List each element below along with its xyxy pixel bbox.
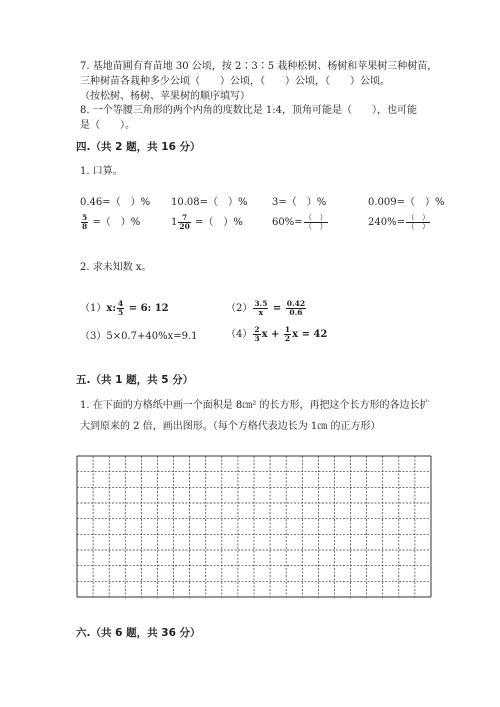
frac-den: 20 — [179, 222, 190, 231]
frac-num: （ ） — [304, 213, 328, 222]
eq2-equals: = — [269, 303, 285, 314]
calc-r2c3-pre: 60%= — [272, 217, 303, 228]
equation-2 — [226, 300, 307, 317]
calc-r1c4: 0.009=（ ）% — [368, 197, 445, 208]
frac-den: 0.6 — [289, 308, 303, 317]
frac-num: 0.42 — [286, 299, 306, 308]
eq4-number: （4） — [226, 329, 253, 340]
calc-r1c2: 10.08=（ ）% — [171, 197, 248, 208]
frac-num: 2 — [254, 325, 260, 334]
grid-question-line2: 大到原来的 2 倍，画出图形。（每个方格代表边长为 1㎝ 的正方形） — [80, 421, 381, 432]
section6-title: 六.（共 6 题，共 36 分） — [76, 627, 201, 639]
solve-x-title: 2. 求未知数 x。 — [80, 262, 152, 273]
frac-den: 2 — [284, 334, 291, 343]
equation-4 — [226, 326, 327, 343]
eq4-mid: x + — [261, 329, 283, 340]
calc-r1c3: 3=（ ）% — [272, 197, 327, 208]
eq1-number: （1） — [80, 303, 107, 314]
frac-den: 5 — [118, 308, 124, 317]
calc-r2c2-rest: =（ ）% — [191, 217, 243, 228]
frac-den: （ ） — [304, 222, 328, 231]
mixed-whole: 1 — [171, 217, 178, 228]
calc-r2c1-rest: =（ ）% — [89, 217, 141, 228]
frac-num: 3.5 — [254, 299, 268, 308]
eq1-x: x: — [106, 303, 117, 314]
frac-den: x — [258, 308, 264, 317]
equation-1 — [80, 300, 169, 317]
frac-num: 4 — [118, 299, 124, 308]
section5-title: 五.（共 1 题，共 5 分） — [76, 374, 194, 386]
frac-den: 3 — [254, 334, 260, 343]
q7-line3: （按松树、杨树、苹果树的顺序填写） — [80, 91, 250, 102]
q8-line2: 是（ ）。 — [80, 120, 135, 131]
grid-question-line1: 1. 在下面的方格纸中画一个面积是 8㎝² 的长方形，再把这个长方形的各边长扩 — [80, 400, 430, 411]
calc-r2c4 — [368, 214, 431, 231]
eq2-number: （2） — [226, 303, 253, 314]
calc-r2c3 — [272, 214, 329, 231]
equation-3: （3）5×0.7+40%x=9.1 — [80, 331, 198, 342]
frac-num: （ ） — [406, 213, 430, 222]
calc-r2c4-pre: 240%= — [368, 217, 405, 228]
q7-line2: 三种树苗各栽种多少公顷（ ）公顷，（ ）公顷，（ ）公顷。 — [80, 76, 390, 87]
calc-r1c1: 0.46=（ ）% — [80, 197, 151, 208]
frac-num: 1 — [284, 325, 291, 334]
q7-line1: 7. 基地苗圃有育苗地 30 公顷，按 2∶3∶5 栽种松树、杨树和苹果树三种树苗， — [80, 61, 438, 72]
graph-paper-grid[interactable] — [76, 455, 432, 598]
q8-line1: 8. 一个等腰三角形的两个内角的度数比是 1:4，顶角可能是（ ），也可能 — [80, 105, 417, 116]
calc-r2c1 — [80, 214, 140, 231]
frac-num: 7 — [178, 214, 190, 223]
eq4-rest: x = 42 — [292, 329, 328, 340]
frac-den: 8 — [82, 222, 88, 231]
section4-title: 四.（共 2 题，共 16 分） — [76, 141, 201, 153]
oral-calc-title: 1. 口算。 — [80, 166, 123, 177]
frac-den: （ ） — [406, 222, 430, 231]
frac-num: 5 — [82, 213, 88, 222]
eq1-rest: = 6: 12 — [125, 303, 169, 314]
calc-r2c2 — [171, 214, 243, 231]
